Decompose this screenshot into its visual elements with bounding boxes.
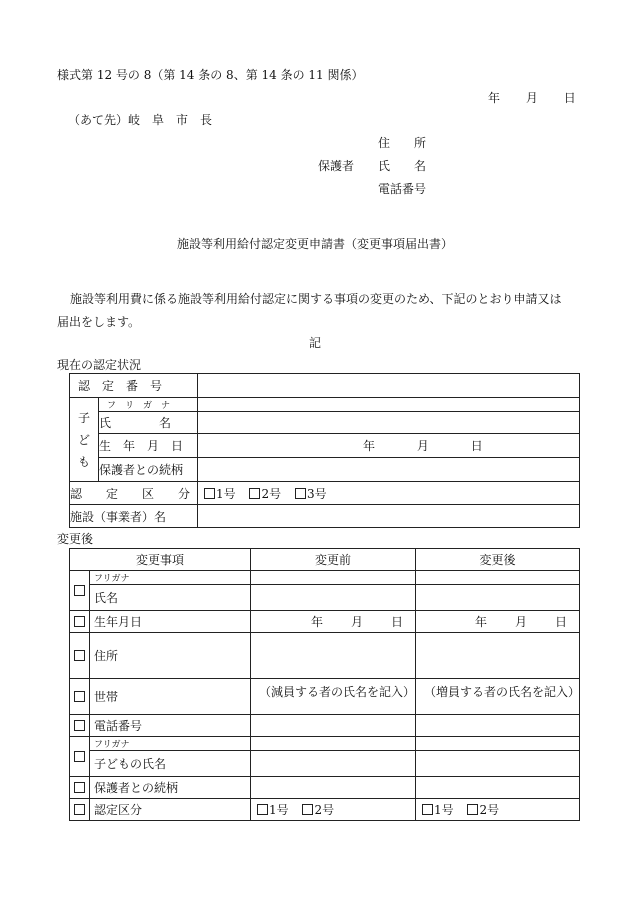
household-checkbox-cell — [70, 679, 90, 715]
checkbox-icon[interactable] — [257, 804, 268, 815]
facility-value[interactable] — [198, 505, 580, 528]
category-after — [416, 799, 580, 821]
category-label-cell — [70, 482, 198, 505]
category-after-option-2-label: 2号 — [479, 803, 500, 817]
category-after-option-1-label: 1号 — [434, 803, 454, 817]
child-name-furigana-after[interactable] — [416, 737, 580, 751]
child-furigana-value[interactable] — [198, 398, 580, 412]
household-label: 世帯 — [90, 679, 251, 715]
name-furigana-after[interactable] — [416, 571, 580, 585]
checkbox-icon[interactable] — [74, 720, 85, 731]
body-text-line-1: 施設等利用費に係る施設等利用給付認定に関する事項の変更のため、下記のとおり申請又は — [70, 292, 562, 306]
birth-before-day: 日 — [391, 615, 404, 629]
child-char-2: ど — [77, 432, 90, 447]
checkbox-icon[interactable] — [74, 616, 85, 627]
birth-after-month: 月 — [514, 615, 527, 629]
birth-after[interactable] — [416, 611, 580, 633]
child-char-1: 子 — [77, 410, 90, 425]
checkbox-icon[interactable] — [204, 488, 215, 499]
checkbox-icon[interactable] — [249, 488, 260, 499]
birth-label: 生年月日 — [90, 611, 251, 633]
change-table — [69, 548, 580, 821]
relation-after[interactable] — [416, 777, 580, 799]
phone-after[interactable] — [416, 715, 580, 737]
date-year-label: 年 — [488, 91, 501, 105]
category-before — [251, 799, 416, 821]
child-char-3: も — [77, 454, 90, 469]
birth-year-label: 年 — [363, 439, 376, 453]
checkbox-icon[interactable] — [74, 585, 85, 596]
household-before-note: （減員する者の氏名を記入） — [259, 685, 416, 699]
guardian-phone-label: 電話番号 — [378, 182, 427, 196]
address-label: 住所 — [90, 633, 251, 679]
relation-before[interactable] — [251, 777, 416, 799]
category-option-1-label: 1号 — [216, 486, 236, 501]
address-before[interactable] — [251, 633, 416, 679]
guardian-address-label: 住 所 — [378, 136, 427, 150]
child-relation-value[interactable] — [198, 458, 580, 482]
cert-number-label: 認 定 番 号 — [78, 379, 163, 393]
child-name-value[interactable] — [198, 412, 580, 434]
guardian-label: 保護者 — [318, 159, 355, 173]
name-label: 氏名 — [90, 585, 251, 611]
change-category-label: 認定区分 — [90, 799, 251, 821]
child-relation-label-cell — [99, 458, 198, 482]
birth-after-year: 年 — [474, 615, 487, 629]
child-name-label: 氏 名 — [99, 416, 172, 430]
child-name-furigana-label — [90, 737, 251, 751]
header-change-item: 変更事項 — [70, 549, 251, 571]
addressee: （あて先）岐 阜 市 長 — [68, 113, 213, 127]
category-options — [198, 482, 580, 505]
checkbox-icon[interactable] — [74, 751, 85, 762]
child-furigana-text: フ リ ガ ナ — [107, 401, 171, 411]
child-name-label-cell — [99, 412, 198, 434]
category-before-option-1[interactable] — [257, 803, 289, 817]
child-birth-label-cell — [99, 434, 198, 458]
category-option-1[interactable] — [204, 487, 236, 501]
address-checkbox-cell — [70, 633, 90, 679]
child-relation-label: 保護者との続柄 — [99, 463, 184, 477]
date-month-label: 月 — [525, 91, 538, 105]
facility-label-cell — [70, 505, 198, 528]
relation-label: 保護者との続柄 — [90, 777, 251, 799]
category-label: 認 定 区 分 — [70, 486, 191, 501]
child-vertical-label — [70, 398, 99, 482]
checkbox-icon[interactable] — [74, 691, 85, 702]
cert-number-value[interactable] — [198, 374, 580, 398]
date-line — [488, 89, 576, 106]
name-after[interactable] — [416, 585, 580, 611]
birth-before-month: 月 — [350, 615, 363, 629]
category-option-3-label: 3号 — [306, 486, 327, 501]
name-checkbox-cell — [70, 571, 90, 611]
checkbox-icon[interactable] — [467, 804, 478, 815]
category-before-option-2-label: 2号 — [314, 803, 335, 817]
date-day-label: 日 — [563, 91, 576, 105]
current-status-table — [69, 373, 580, 528]
category-checkbox-cell — [70, 799, 90, 821]
household-after[interactable] — [416, 679, 580, 715]
child-name-after[interactable] — [416, 751, 580, 777]
name-furigana-before[interactable] — [251, 571, 416, 585]
name-furigana-label — [90, 571, 251, 585]
checkbox-icon[interactable] — [422, 804, 433, 815]
checkbox-icon[interactable] — [295, 488, 306, 499]
checkbox-icon[interactable] — [302, 804, 313, 815]
birth-after-day: 日 — [555, 615, 568, 629]
child-name-checkbox-cell — [70, 737, 90, 777]
child-birth-value[interactable] — [198, 434, 580, 458]
name-furigana-text: フリガナ — [94, 574, 130, 584]
category-after-option-1[interactable] — [422, 803, 454, 817]
category-before-option-1-label: 1号 — [269, 803, 289, 817]
child-name-furigana-text: フリガナ — [94, 740, 130, 750]
ki-heading: 記 — [308, 336, 321, 350]
cert-number-label-cell — [70, 374, 198, 398]
birth-day-label: 日 — [470, 439, 483, 453]
birth-month-label: 月 — [416, 439, 429, 453]
document-title: 施設等利用給付認定変更申請書（変更事項届出書） — [176, 237, 453, 251]
checkbox-icon[interactable] — [74, 782, 85, 793]
birth-before-year: 年 — [310, 615, 323, 629]
category-after-option-2[interactable] — [467, 803, 499, 817]
child-name-label: 子どもの氏名 — [90, 751, 251, 777]
address-after[interactable] — [416, 633, 580, 679]
child-birth-label: 生 年 月 日 — [99, 439, 184, 453]
checkbox-icon[interactable] — [74, 650, 85, 661]
child-furigana-label — [99, 398, 198, 412]
body-text-line-2: 届出をします。 — [57, 315, 141, 329]
guardian-name-label: 氏 名 — [378, 159, 427, 173]
name-before[interactable] — [251, 585, 416, 611]
birth-checkbox-cell — [70, 611, 90, 633]
header-after: 変更後 — [416, 549, 580, 571]
phone-label: 電話番号 — [90, 715, 251, 737]
relation-checkbox-cell — [70, 777, 90, 799]
phone-checkbox-cell — [70, 715, 90, 737]
current-status-heading: 現在の認定状況 — [57, 358, 142, 372]
category-before-option-2[interactable] — [302, 803, 334, 817]
header-before: 変更前 — [251, 549, 416, 571]
category-option-3[interactable] — [295, 487, 327, 501]
category-option-2-label: 2号 — [261, 486, 282, 501]
after-change-heading: 変更後 — [57, 532, 94, 546]
child-name-furigana-before[interactable] — [251, 737, 416, 751]
household-after-note: （増員する者の氏名を記入） — [424, 685, 581, 699]
household-before[interactable] — [251, 679, 416, 715]
form-number: 様式第 12 号の 8（第 14 条の 8、第 14 条の 11 関係） — [57, 68, 364, 82]
phone-before[interactable] — [251, 715, 416, 737]
checkbox-icon[interactable] — [74, 804, 85, 815]
child-name-before[interactable] — [251, 751, 416, 777]
facility-label: 施設（事業者）名 — [70, 509, 167, 524]
category-option-2[interactable] — [249, 487, 281, 501]
birth-before[interactable] — [251, 611, 416, 633]
